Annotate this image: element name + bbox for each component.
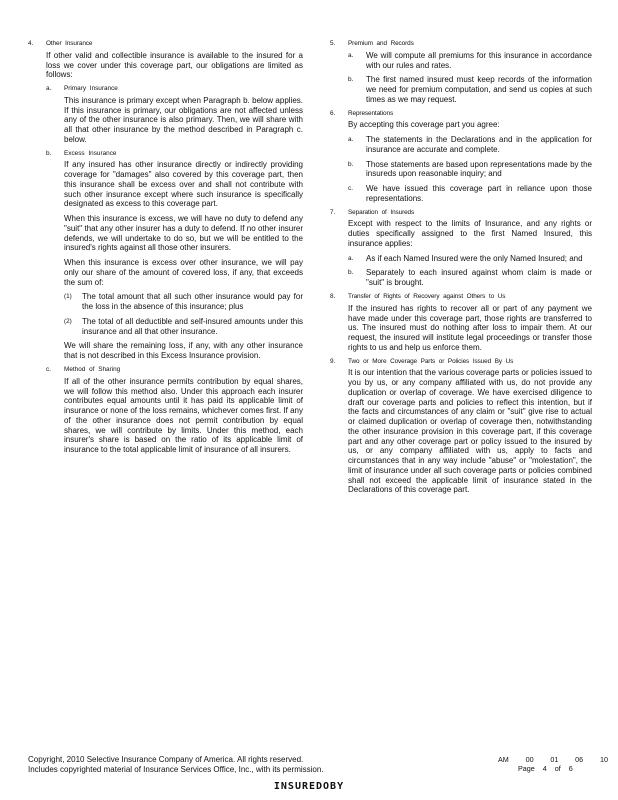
section-number: 7. [330,208,336,216]
watermark: INSUREDOBY [273,781,345,792]
paragraph: When this insurance is excess, we will have no duty to defend any "suit" that any other insurer has a duty to defend. If no other insurer defends, we will undertake to do so, but we will be entitled to the insured's rights against all those other insurers. [64,214,303,253]
paragraph: If any insured has other insurance directly or indirectly providing coverage for "damages" also covered by this coverage part, then this insurance shall be excess over and shall not contribute with such other insurance except where such insurance is specifically designated as excess to this coverage part. [64,160,303,209]
footer-copyright-block [28,755,448,775]
section-intro: By accepting this coverage part you agree: [348,120,500,130]
lettered-list [348,51,592,105]
page-indicator [498,764,608,773]
subsection-title: Method of Sharing [64,365,121,373]
section-title: Transfer of Rights of Recovery against Others to Us [348,292,506,300]
list-item [348,51,592,71]
permission-text: Includes copyrighted material of Insurance Services Office, Inc., with its permission. [28,765,324,774]
section-heading [330,110,592,118]
list-item-label: b. [348,76,354,84]
form-code: 10 [599,755,608,764]
list-item [64,317,303,337]
list-item [64,292,303,312]
subsection-label: b. [46,149,52,157]
right-column [330,40,592,500]
subsection-title: Excess Insurance [64,149,117,157]
paragraph: If the insured has rights to recover all or part of any payment we have made under this coverage part, those rights are transferred to us. The insured must do nothing after loss to impair them. At our request, the insured will institute legal proceedings or transfer those rights to us and help us enforce them. [348,303,592,352]
form-code: AM [498,755,509,764]
section-number: 4. [28,40,34,47]
list-item-text: The total of all deductible and self-insured amounts under this insurance and all that other insurance. [82,316,303,336]
list-item-label: a. [348,51,354,59]
section-title: Two or More Coverage Parts or Policies Issued By Us [348,357,514,365]
page-number: 4 [542,764,547,773]
lettered-list [348,254,592,288]
subsection-heading [46,150,303,158]
page-total: 6 [568,764,573,773]
list-item-label: a. [348,254,354,262]
list-item-text: As if each Named Insured were the only Named Insured; and [366,253,583,263]
section-heading [28,40,303,48]
paragraph: This insurance is primary except when Paragraph b. below applies. If this insurance is primary, our obligations are not affected unless any of the other insurance is also primary. Then, we will share with all that other insurance by the method described in Paragraph c. below. [64,95,303,144]
section-heading [330,358,592,366]
section-heading [330,209,592,217]
list-item [348,75,592,104]
form-code: 01 [550,755,559,764]
subsection-title: Primary Insurance [64,85,118,93]
section-heading [330,40,592,48]
section-title: Representations [348,109,394,117]
subsection-label: c. [46,365,51,373]
list-item [348,254,592,264]
list-item-text: The first named insured must keep records of the information we need for premium computation, and send us copies at such times as we may request. [366,75,592,104]
section-intro: Except with respect to the limits of Insurance, and any rights or duties specifically assigned to the first Named Insured, this insurance applies: [348,219,592,248]
list-item-text: Separately to each insured against whom claim is made or "suit" is brought. [366,268,592,288]
subsection-label: a. [46,85,52,93]
list-item-text: The total amount that all such other insurance would pay for the loss in the absence of this insurance; plus [82,292,303,312]
section-intro: If other valid and collectible insurance is available to the insured for a loss we cover under this coverage part, our obligations are limited as follows: [46,50,303,80]
lettered-list [348,135,592,204]
paragraph: It is our intention that the various coverage parts or policies issued to you by us, or any company affiliated with us, do not provide any duplication or overlap of coverage. We have exercised diligence to draft our coverage parts and policies to reflect this intention, but if the facts and circumstances of any claim or "suit" give rise to actual or claimed duplication or overlap of coverage then, notwithstanding the other insurance provision in this coverage part, if this coverage part and any other coverage part or policy issued to the insured by us, or any company affiliated with us, apply to facts and circumstances that in any way include "abuse" or "molestation", the limit of insurance under all such coverage parts or policies combined shall not exceed the applicable limit of insurance stated in the Declarations of this coverage part. [348,368,592,495]
footer-form-block [498,755,608,773]
list-item-text: The statements in the Declarations and in the application for insurance are accurate and complete. [366,135,592,154]
list-item-label: c. [348,185,353,193]
section-number: 6. [330,109,336,117]
paragraph: If all of the other insurance permits contribution by equal shares, we will follow this method also. Under this approach each insurer contributes equal amounts until it has paid its applicable limit of insurance or none of the loss remains, whichever comes first. If any of the other insurance does not permit contribution by equal shares, we will contribute by limits. Under this method, each insurer's share is based on the ratio of its applicable limit of insurance to the total applicable limit of insurance of all insurers. [64,376,303,454]
copyright-text: Copyright, 2010 Selective Insurance Company of America. All rights reserved. [28,755,304,764]
page-label: Page [518,764,535,773]
page-of: of [554,764,561,773]
list-item-text: We have issued this coverage part in reliance upon those representations. [366,184,592,203]
list-item-text: Those statements are based upon representations made by the insureds upon reasonable inquiry; and [366,159,592,179]
list-item-label: a. [348,136,354,144]
left-column [28,40,303,460]
list-item [348,184,592,204]
list-item [348,268,592,288]
form-code: 00 [525,755,534,764]
list-item-label: b. [348,160,354,168]
list-item [348,160,592,180]
section-number: 5. [330,40,336,47]
numbered-list [64,292,303,336]
section-title: Separation of Insureds [348,208,415,216]
list-item-text: We will compute all premiums for this insurance in accordance with our rules and rates. [366,50,592,70]
form-code: 06 [575,755,584,764]
list-item-label: b. [348,269,354,277]
section-title: Other Insurance [46,40,93,47]
subsection-heading [46,85,303,93]
subsection-heading [46,366,303,374]
list-item-label: (2) [64,317,72,325]
section-title: Premium and Records [348,40,414,47]
paragraph: We will share the remaining loss, if any, with any other insurance that is not described in this Excess Insurance provision. [64,341,303,361]
list-item-label: (1) [64,293,72,301]
section-heading [330,293,592,301]
section-number: 9. [330,357,336,365]
paragraph: When this insurance is excess over other insurance, we will pay only our share of the amount of covered loss, if any, that exceeds the sum of: [64,258,303,287]
form-number [498,755,608,764]
section-number: 8. [330,292,336,300]
list-item [348,135,592,155]
